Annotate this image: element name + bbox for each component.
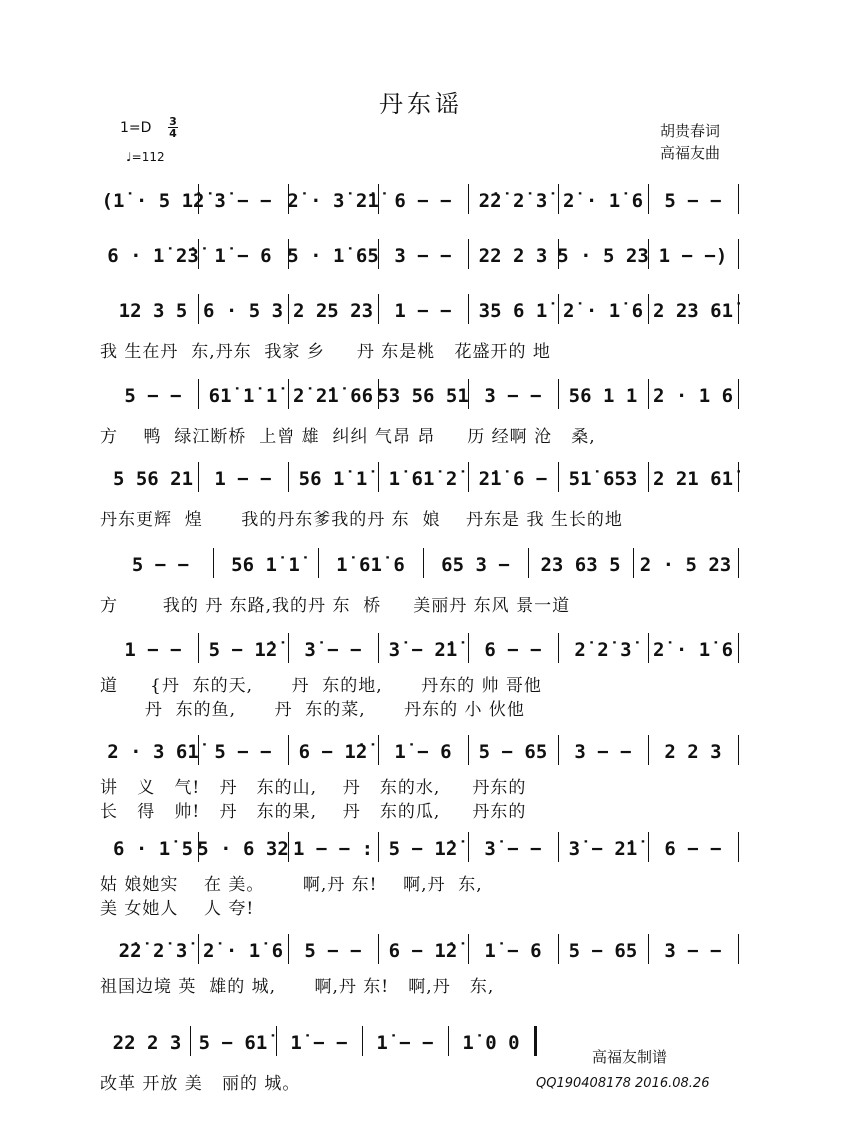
barline xyxy=(738,462,739,492)
barline xyxy=(198,633,199,663)
barline xyxy=(198,184,199,214)
barline xyxy=(558,294,559,324)
measure: 5 − 61̇ xyxy=(198,1032,268,1054)
notes-line xyxy=(0,932,842,970)
barline xyxy=(558,735,559,765)
measure: 5 · 1̇ 65 xyxy=(287,245,379,267)
measure: 1 − − : xyxy=(292,838,374,860)
lyric-text: 我 生在丹 东,丹东 我家 乡 丹 东是桃 花盛开的 地 xyxy=(100,342,551,362)
barline xyxy=(648,184,649,214)
barline xyxy=(190,1026,191,1056)
measure: 2̇1̇ 6 − xyxy=(478,468,548,490)
barline xyxy=(378,462,379,492)
barline xyxy=(534,1026,537,1056)
barline xyxy=(288,832,289,862)
credits xyxy=(660,120,720,164)
lyric-text: 道 {丹 东的天, 丹 东的地, 丹东的 帅 哥他 xyxy=(100,676,542,696)
barline xyxy=(738,633,739,663)
barline xyxy=(423,548,424,578)
barline xyxy=(648,239,649,269)
barline xyxy=(738,294,739,324)
barline xyxy=(648,379,649,409)
time-denominator: 4 xyxy=(169,127,177,140)
measure: 5 · 6 32 xyxy=(197,838,289,860)
barline xyxy=(378,294,379,324)
measure: 2 · 5 23 xyxy=(639,554,732,576)
time-numerator: 3 xyxy=(169,115,177,128)
notes-line xyxy=(0,733,842,771)
barline xyxy=(198,934,199,964)
barline xyxy=(448,1026,449,1056)
lyric-text: 讲 义 气! 丹 东的山, 丹 东的水, 丹东的 xyxy=(100,778,527,798)
barline xyxy=(198,239,199,269)
measure: 6 · 1̇ 2̇3̇ xyxy=(107,245,199,267)
barline xyxy=(528,548,529,578)
barline xyxy=(648,735,649,765)
notes-line xyxy=(0,377,842,415)
lyric-text: 丹东更辉 煌 我的丹东爹我的丹 东 娘 丹东是 我 生长的地 xyxy=(100,510,623,530)
barline xyxy=(558,832,559,862)
measure: 6 · 1̇ 5 xyxy=(112,838,194,860)
barline xyxy=(468,934,469,964)
lyric-text: 方 鸭 绿江断桥 上曾 雄 纠纠 气昂 昂 历 经啊 沧 桑, xyxy=(100,427,596,447)
barline xyxy=(378,832,379,862)
measure: 56 1̇ 1̇ xyxy=(298,468,368,490)
lyric-text: 方 我的 丹 东路,我的丹 东 桥 美丽丹 东风 景一道 xyxy=(100,596,571,616)
barline xyxy=(468,832,469,862)
barline xyxy=(468,633,469,663)
measure: 2̇2̇ 2̇ 3̇ xyxy=(118,940,188,962)
lyric-text: 祖国边境 英 雄的 城, 啊,丹 东! 啊,丹 东, xyxy=(100,977,495,997)
lyricist: 胡贵春词 xyxy=(660,122,721,140)
measure: 22 2 3 xyxy=(478,245,548,267)
measure: 12 3 5 xyxy=(118,300,188,322)
lyric-text: 美 女她人 人 夸! xyxy=(100,899,255,919)
measure: 6 − − xyxy=(664,838,722,860)
measure: 1̇ − − xyxy=(290,1032,348,1054)
measure: 22 2 3 xyxy=(112,1032,182,1054)
measure: 1̇ 61̇ 2̇ xyxy=(388,468,458,490)
measure: 3̇ − − xyxy=(304,639,362,661)
barline xyxy=(378,633,379,663)
measure: 2 23 61̇ xyxy=(652,300,734,322)
measure: 1̇ 0 0 xyxy=(462,1032,520,1054)
measure: 3 − − xyxy=(394,245,452,267)
measure: 1 − − xyxy=(124,639,182,661)
notes-line xyxy=(0,546,842,584)
barline xyxy=(288,294,289,324)
measure: 35 6 1̇ xyxy=(478,300,548,322)
measure: 3̇ − − xyxy=(214,190,272,212)
lyric-text: 丹 东的鱼, 丹 东的菜, 丹东的 小 伙他 xyxy=(100,700,525,720)
barline xyxy=(468,462,469,492)
measure: 2 21 61̇ xyxy=(652,468,734,490)
time-signature xyxy=(168,116,178,139)
barline xyxy=(318,548,319,578)
barline xyxy=(558,934,559,964)
barline xyxy=(288,934,289,964)
measure: 5 56 21 xyxy=(112,468,194,490)
barline xyxy=(288,633,289,663)
measure: 1̇ 61̇ 6 xyxy=(336,554,405,576)
barline xyxy=(288,462,289,492)
measure: 2̇2̇ 2̇ 3̇ xyxy=(478,190,548,212)
notes-line xyxy=(0,830,842,868)
barline xyxy=(738,184,739,214)
measure: 5 − − xyxy=(131,554,190,576)
lyric-text: 改革 开放 美 丽的 城。 xyxy=(100,1074,301,1094)
notes-line xyxy=(0,237,842,275)
barline xyxy=(738,735,739,765)
measure: (1̇ · 5 1̇2̇ xyxy=(101,190,205,212)
measure: 3̇ − 2̇1̇ xyxy=(568,838,638,860)
measure: 2̇ 2̇1̇ 66 xyxy=(292,385,374,407)
measure: 2̇ · 1̇ 6 xyxy=(652,639,734,661)
barline xyxy=(558,379,559,409)
measure: 1 − − xyxy=(214,468,272,490)
barline xyxy=(468,184,469,214)
measure: 6 · 5 3 xyxy=(202,300,284,322)
barline xyxy=(468,379,469,409)
measure: 56 1 1 xyxy=(568,385,638,407)
measure: 2̇ · 1̇ 6 xyxy=(562,300,644,322)
barline xyxy=(288,379,289,409)
tempo-marking: ♩=112 xyxy=(126,150,165,164)
composer: 高福友曲 xyxy=(660,144,721,162)
barline xyxy=(738,934,739,964)
barline xyxy=(738,832,739,862)
key-signature: 1=D xyxy=(120,120,152,136)
barline xyxy=(558,184,559,214)
measure: 1 − − xyxy=(394,300,452,322)
measure: 5 − 65 xyxy=(568,940,638,962)
measure: 2 · 1 6 xyxy=(652,385,734,407)
notes-line xyxy=(0,292,842,330)
barline xyxy=(648,294,649,324)
measure: 1 − −) xyxy=(658,245,728,267)
measure: 3 − − xyxy=(574,741,632,763)
barline xyxy=(558,633,559,663)
barline xyxy=(276,1026,277,1056)
barline xyxy=(213,548,214,578)
measure: 5 − − xyxy=(664,190,722,212)
measure: 5 − 1̇2̇ xyxy=(208,639,278,661)
measure: 6 − 1̇2̇ xyxy=(298,741,368,763)
measure: 6 − − xyxy=(394,190,452,212)
measure: 56 1̇ 1̇ xyxy=(231,554,300,576)
barline xyxy=(378,934,379,964)
barline xyxy=(633,548,634,578)
measure: 65 3 − xyxy=(441,554,510,576)
barline xyxy=(648,832,649,862)
measure: 5 − 65 xyxy=(478,741,548,763)
measure: 1̇ − − xyxy=(376,1032,434,1054)
barline xyxy=(468,294,469,324)
barline xyxy=(738,239,739,269)
measure: 2̇ · 3̇ 2̇1̇ xyxy=(287,190,379,212)
measure: 3 − − xyxy=(484,385,542,407)
notes-line xyxy=(0,631,842,669)
measure: 1̇ − 6 xyxy=(394,741,452,763)
barline xyxy=(198,379,199,409)
barline xyxy=(378,184,379,214)
measure: 3̇ − 2̇1̇ xyxy=(388,639,458,661)
barline xyxy=(648,934,649,964)
barline xyxy=(738,548,739,578)
barline xyxy=(738,379,739,409)
measure: 5 − − xyxy=(304,940,362,962)
barline xyxy=(648,462,649,492)
measure: 6 − 1̇2̇ xyxy=(388,940,458,962)
measure: 5 − 1̇2̇ xyxy=(388,838,458,860)
barline xyxy=(468,239,469,269)
measure: 2̇ · 1̇ 6 xyxy=(202,940,284,962)
barline xyxy=(378,735,379,765)
measure: 2 · 3 61̇ xyxy=(107,741,199,763)
notes-line xyxy=(0,182,842,220)
measure: 23 63 5 xyxy=(540,554,621,576)
measure: 5 · 5 23 xyxy=(557,245,649,267)
measure: 1̇ − 6 xyxy=(214,245,272,267)
barline xyxy=(648,633,649,663)
measure: 5 − − xyxy=(214,741,272,763)
notes-line xyxy=(0,460,842,498)
measure: 2 2 3 xyxy=(664,741,722,763)
barline xyxy=(288,735,289,765)
lyric-text: 长 得 帅! 丹 东的果, 丹 东的瓜, 丹东的 xyxy=(100,802,527,822)
measure: 6 − − xyxy=(484,639,542,661)
measure: 5 − − xyxy=(124,385,182,407)
measure: 3 − − xyxy=(664,940,722,962)
measure: 3̇ − − xyxy=(484,838,542,860)
measure: 2̇ · 1̇ 6 xyxy=(562,190,644,212)
lyric-text: 姑 娘她实 在 美。 啊,丹 东! 啊,丹 东, xyxy=(100,875,483,895)
footer-maker: 高福友制谱 xyxy=(592,1048,668,1066)
measure: 61̇ 1̇ 1̇ xyxy=(208,385,278,407)
notes-line xyxy=(0,1024,842,1062)
barline xyxy=(198,735,199,765)
footer-id-date: QQ190408178 2016.08.26 xyxy=(536,1076,710,1091)
barline xyxy=(198,294,199,324)
barline xyxy=(198,462,199,492)
barline xyxy=(468,735,469,765)
measure: 2̇ 2̇ 3̇ xyxy=(574,639,632,661)
measure: 1̇ − 6 xyxy=(484,940,542,962)
measure: 53 56 51 xyxy=(377,385,469,407)
measure: 2 25 23 xyxy=(292,300,374,322)
measure: 51̇ 653 xyxy=(568,468,638,490)
barline xyxy=(362,1026,363,1056)
page-title: 丹东谣 xyxy=(379,90,463,118)
barline xyxy=(558,462,559,492)
barline xyxy=(378,239,379,269)
